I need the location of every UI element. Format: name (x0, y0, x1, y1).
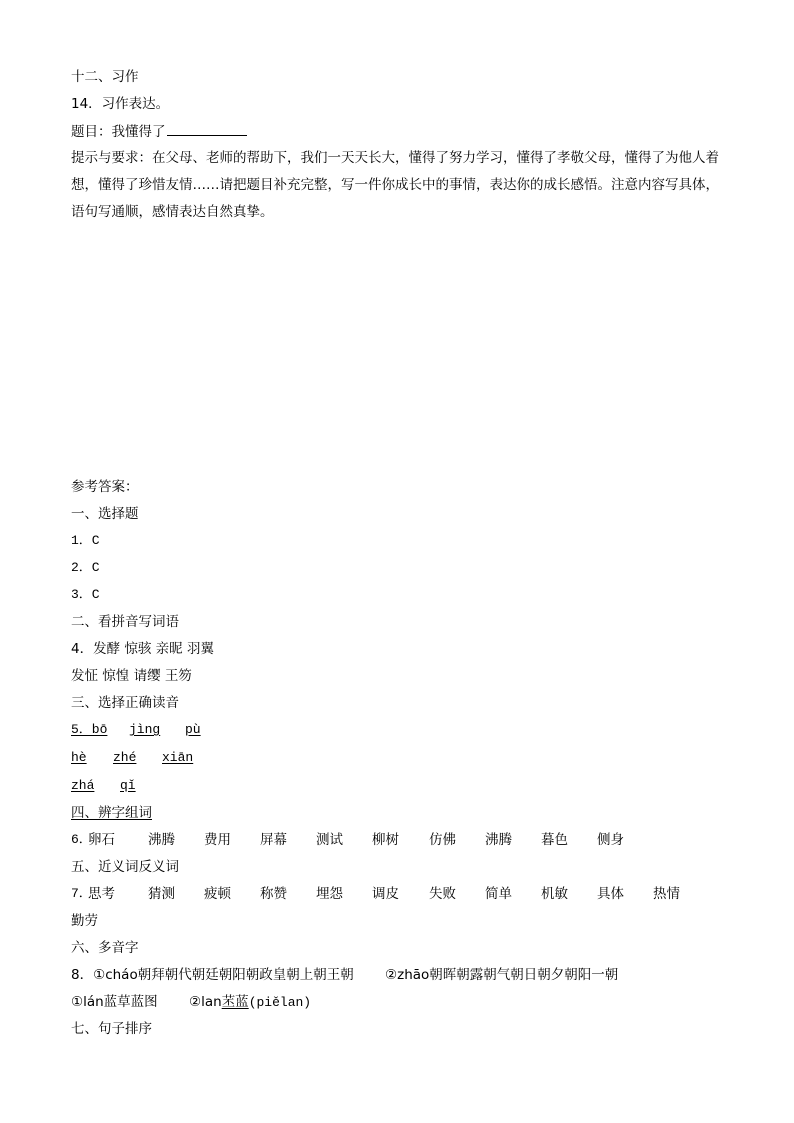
question-14: 14．习作表达。 (71, 96, 170, 112)
title-blank (167, 122, 247, 136)
polyphone-zhao: ②zhāo朝晖朝露朝气朝日朝夕朝阳一朝 (385, 967, 619, 983)
answer-4-line1: 4．发酵 惊骇 亲昵 羽翼 (71, 641, 214, 657)
essay-title-label: 题目：我懂得了 (71, 124, 166, 140)
section-heading-1: 一、选择题 (71, 506, 139, 522)
pinyin-answer: xiān (162, 750, 194, 765)
section-heading-3: 三、选择正确读音 (71, 695, 179, 711)
answer-3: 3．C (71, 587, 100, 602)
pinyin-note: (piělan) (248, 995, 312, 1010)
word: 埋怨 (316, 886, 343, 902)
answer-number: 6． (71, 832, 92, 847)
answer-6-row (71, 831, 731, 849)
answer-1: 1．C (71, 533, 100, 548)
answer-number: 7． (71, 886, 92, 901)
essay-prompt: 提示与要求：在父母、老师的帮助下，我们一天天长大，懂得了努力学习，懂得了孝敬父母，懂得了为他人着想，懂得了珍惜友情……请把题目补充完整，写一件你成长中的事情，表达你的成长感悟。注意内容写具体，语句写通顺，感情表达自然真挚。 (71, 150, 719, 220)
answer-4-line2: 发怔 惊惶 请缨 王笏 (71, 668, 192, 684)
word: 沸腾 (485, 832, 512, 848)
pinyin-lan: ②lan (189, 994, 222, 1010)
word: 机敏 (541, 886, 568, 902)
polyphone-lan-neutral (189, 993, 311, 1012)
word: 柳树 (372, 832, 399, 848)
word: 称赞 (260, 886, 287, 902)
pinyin-answer: jìng (129, 722, 161, 737)
essay-title-line (71, 122, 247, 140)
section-heading-essay: 十二、习作 (71, 69, 139, 85)
word: 费用 (204, 832, 231, 848)
pinyin-answer: hè (71, 750, 87, 765)
answer-7-overflow: 勤劳 (71, 913, 98, 929)
answer-2: 2．C (71, 560, 100, 575)
pinyin-answer: qǐ (120, 778, 136, 793)
pinyin-answer: zhá (71, 778, 95, 793)
polyphone-lan: ①lán蓝草蓝图 (71, 994, 158, 1010)
word: 调皮 (372, 886, 399, 902)
section-heading-7: 七、句子排序 (71, 1021, 152, 1037)
word: 屏幕 (260, 832, 287, 848)
word: 暮色 (541, 832, 568, 848)
pinyin-answer: zhé (113, 750, 137, 765)
word: 疲顿 (204, 886, 231, 902)
word: 猜测 (148, 886, 175, 902)
word: 卵石 (88, 832, 115, 848)
word-pielan: 苤蓝 (221, 994, 249, 1010)
word: 测试 (316, 832, 343, 848)
word: 具体 (597, 886, 624, 902)
word: 侧身 (597, 832, 624, 848)
word: 仿佛 (429, 832, 456, 848)
word: 简单 (485, 886, 512, 902)
answers-heading: 参考答案： (71, 479, 139, 495)
section-heading-4: 四、辨字组词 (71, 805, 152, 821)
pinyin-answer: pù (185, 722, 201, 737)
word: 失败 (429, 886, 456, 902)
word: 热情 (653, 886, 680, 902)
answer-7-row (71, 885, 731, 903)
word: 思考 (88, 886, 115, 902)
pinyin-answer: 5．bō (71, 722, 108, 737)
word: 沸腾 (148, 832, 175, 848)
section-heading-6: 六、多音字 (71, 940, 139, 956)
polyphone-chao: 8．①cháo朝拜朝代朝廷朝阳朝政皇朝上朝王朝 (71, 967, 354, 983)
section-heading-5: 五、近义词反义词 (71, 859, 179, 875)
answer-8-line1 (71, 966, 731, 984)
section-heading-2: 二、看拼音写词语 (71, 614, 179, 630)
answer-8-line2 (71, 993, 731, 1011)
